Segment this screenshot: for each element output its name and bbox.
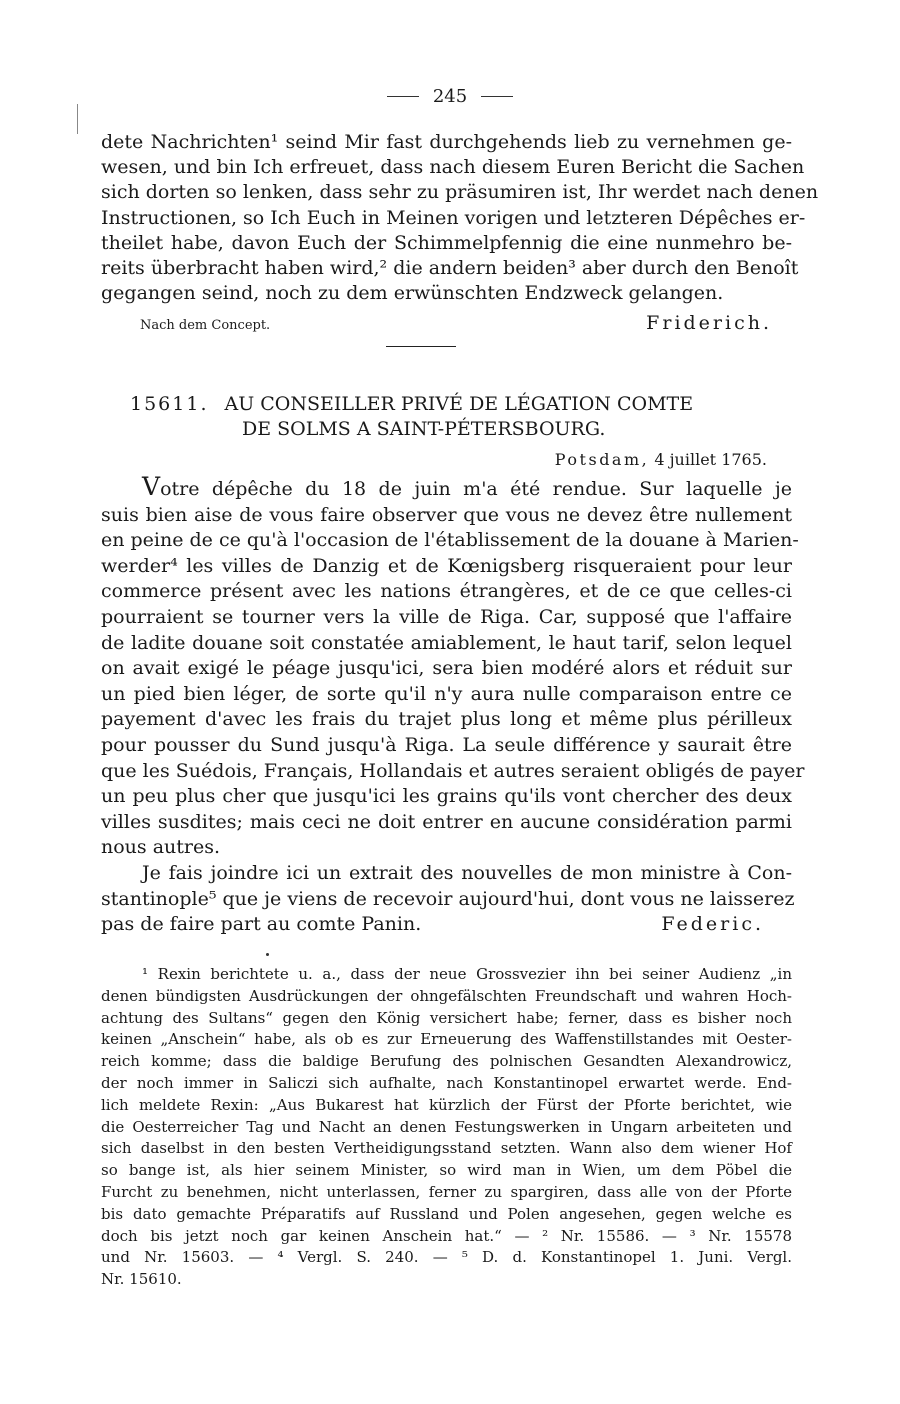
footnote-line: und Nr. 15603. — ⁴ Vergl. S. 240. — ⁵ D. d. Konstantinopel 1. Juni. Vergl. [101, 1248, 792, 1267]
footnote-line: doch bis jetzt noch gar keinen Anschein hat.“ — ² Nr. 15586. — ³ Nr. 15578 [101, 1226, 792, 1245]
text-line: nous autres. [101, 836, 221, 859]
text-line-content: otre dépêche du 18 de juin m'a été rendue. Sur laquelle je [160, 478, 792, 500]
footnote-line: der noch immer in Saliczi sich aufhalte, nach Konstantinopel erwartet werde. End- [101, 1073, 792, 1092]
text-line: un peu plus cher que jusqu'ici les grains qu'ils vont chercher des deux [101, 785, 792, 808]
top-paragraph [101, 130, 819, 306]
footnote-line: keinen „Anschein“ habe, als ob es zur Erneuerung des Waffenstillstandes mit Oester- [101, 1030, 792, 1049]
text-line: wesen, und bin Ich erfreuet, dass nach diesem Euren Bericht die Sachen [101, 156, 805, 179]
text-line: theilet habe, davon Euch der Schimmelpfennig die eine nunmehro be- [101, 231, 792, 254]
footnotes [101, 964, 792, 1291]
text-line: on avait exigé le péage jusqu'ici, sera bien modéré alors et réduit sur [101, 657, 792, 680]
heading-line-1 [130, 392, 693, 417]
text-line: Instructionen, so Ich Euch in Meinen vorigen und letzteren Dépêches er- [101, 206, 806, 229]
source-note: Nach dem Concept. [140, 318, 271, 333]
text-line: reits überbracht haben wird,² die andern beiden³ aber durch den Benoît [101, 257, 799, 280]
footnote-line: Nr. 15610. [101, 1270, 182, 1289]
text-line: payement d'avec les frais du trajet plus long et même plus périlleux [101, 708, 792, 731]
signature-friderich: Friderich. [646, 312, 772, 334]
text-line: en peine de ce qu'à l'occasion de l'établissement de la douane à Marien- [101, 529, 799, 552]
signature-federic: Federic. [661, 913, 764, 936]
footnote-line: reich komme; dass die baldige Berufung des polnischen Gesandten Alexandrowicz, [101, 1052, 792, 1071]
closing-row-2 [101, 912, 792, 938]
text-line: stantinople⁵ que je viens de recevoir aujourd'hui, dont vous ne laisserez [101, 887, 795, 910]
text-line: Je fais joindre ici un extrait des nouvelles de mon ministre à Con- [142, 861, 792, 884]
text-line: de ladite douane soit constatée amiablement, le haut tarif, selon lequel [101, 631, 792, 654]
heading-line-2: DE SOLMS A SAINT-PÉTERSBOURG. [242, 418, 606, 440]
text-line: suis bien aise de vous faire observer que vous ne devez être nullement [101, 503, 792, 526]
text-line: villes susdites; mais ceci ne doit entrer en aucune considération parmi [101, 810, 792, 833]
footnote-line: denen bündigsten Ausdrückungen der ohngefälschten Freundschaft und wahren Hoch- [101, 986, 792, 1005]
page-number: 245 [432, 86, 468, 107]
margin-mark [77, 104, 78, 134]
footnote-line: so bange ist, als hier seinem Minister, so wird man in Wien, um dem Pöbel die [101, 1161, 792, 1180]
dateline [555, 450, 767, 469]
text-line: commerce présent avec les nations étrangères, et de ce que celles-ci [101, 580, 792, 603]
footnote-line: sich daselbst in den besten Vertheidigungsstand setzten. Wann also dem wiener Hof [101, 1139, 792, 1158]
footnote-line: bis dato gemachte Préparatifs auf Russland und Polen angesehen, gegen welche es [101, 1204, 792, 1223]
text-line: pour pousser du Sund jusqu'à Riga. La seule différence y saurait être [101, 733, 792, 756]
footnote-line: Furcht zu benehmen, nicht unterlassen, ferner zu spargiren, dass alle von der Pforte [101, 1182, 792, 1201]
letter-body [101, 472, 805, 938]
page-header [0, 86, 900, 107]
heading-text-1: AU CONSEILLER PRIVÉ DE LÉGATION COMTE [224, 393, 694, 415]
footnote-line: die Oesterreicher Tag und Nacht an denen Festungswerken in Ungarn arbeiteten und [101, 1117, 792, 1136]
header-dash-left [387, 96, 419, 97]
text-line: dete Nachrichten¹ seind Mir fast durchgehends lieb zu vernehmen ge- [101, 131, 792, 153]
text-line: pourraient se tourner vers la ville de Riga. Car, supposé que l'affaire [101, 605, 792, 628]
header-dash-right [481, 96, 513, 97]
section-divider [386, 346, 456, 347]
letter-number: 15611. [130, 393, 209, 415]
text-line: werder⁴ les villes de Danzig et de Kœnigsberg risqueraient pour leur [101, 554, 792, 577]
text-line [101, 472, 792, 503]
ink-dot [266, 953, 269, 956]
footnote-line: ¹ Rexin berichtete u. a., dass der neue Grossvezier ihn bei seiner Audienz „in [142, 965, 792, 983]
text-line: un pied bien léger, de sorte qu'il n'y aura nulle comparaison entre ce [101, 682, 792, 705]
drop-cap: V [142, 472, 161, 501]
text-line: sich dorten so lenken, dass sehr zu präsumiren ist, Ihr werdet nach denen [101, 181, 819, 204]
footnote-line: achtung des Sultans“ gegen den König versichert habe; ferner, dass es bisher noch [101, 1008, 792, 1027]
closing-row [140, 312, 772, 334]
date-place: Potsdam, [554, 450, 650, 469]
date-text: 4 juillet 1765. [654, 450, 767, 469]
text-line: pas de faire part au comte Panin. [101, 913, 422, 936]
text-line: que les Suédois, Français, Hollandais et autres seraient obligés de payer [101, 759, 805, 782]
footnote-line: lich meldete Rexin: „Aus Bukarest hat kürzlich der Fürst der Pforte berichtet, wie [101, 1095, 792, 1114]
text-line: gegangen seind, noch zu dem erwünschten Endzweck gelangen. [101, 282, 724, 305]
